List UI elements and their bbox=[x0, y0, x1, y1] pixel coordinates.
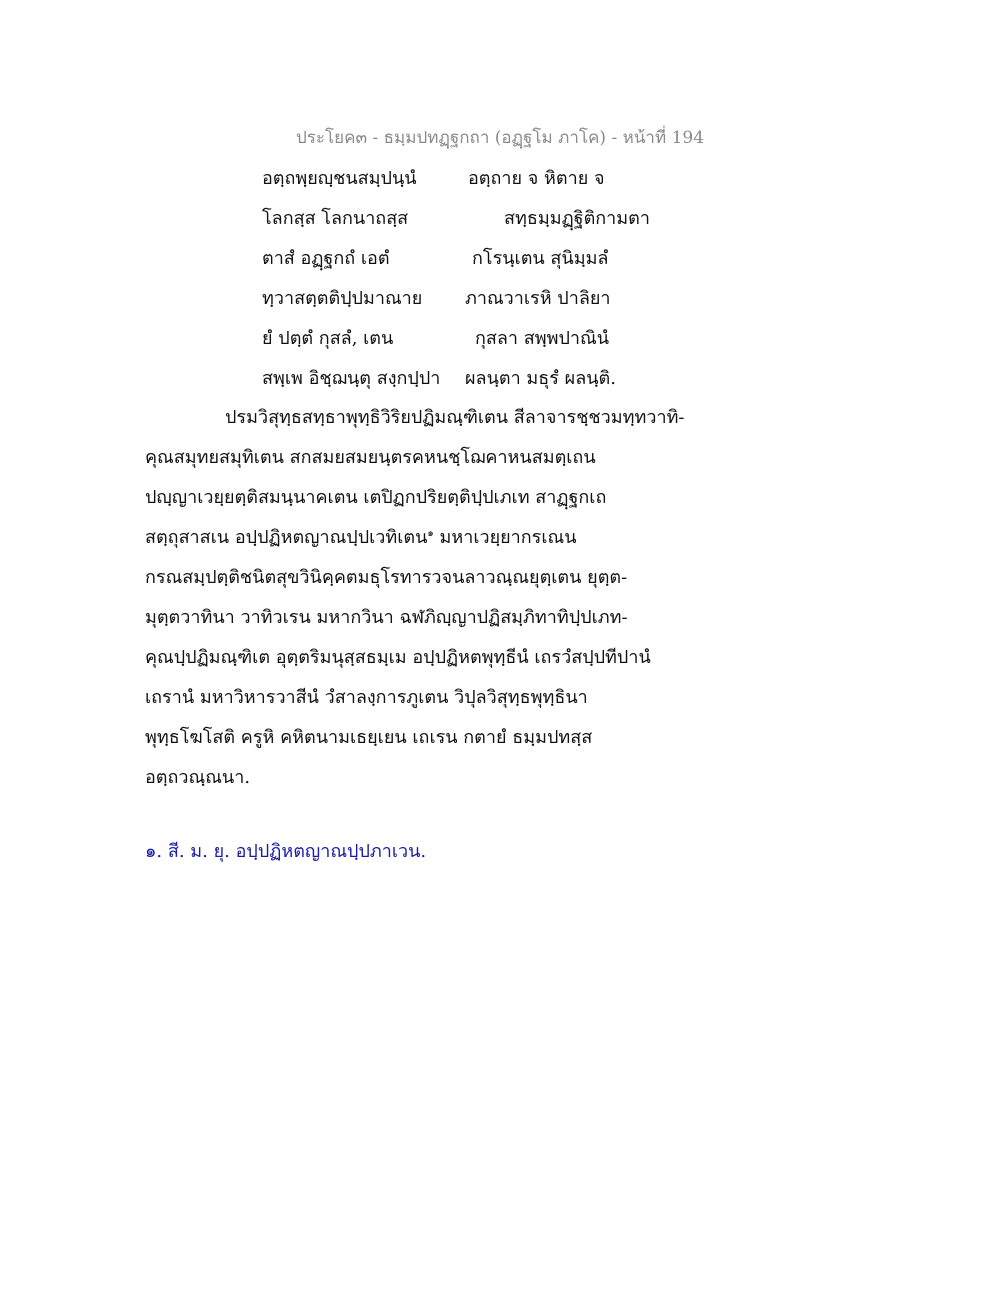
prose-line: มุตฺตวาทินา วาทิวเรน มหากวินา ฉฬภิญฺญาปฏิสมฺภิทาทิปฺปเภท- bbox=[145, 607, 628, 628]
prose-line: เถรานํ มหาวิหารวาสีนํ วํสาลงฺการภูเตน วิปุลวิสุทฺธพุทฺธินา bbox=[145, 687, 588, 708]
verse-second-half: ผลนฺตา มธุรํ ผลนฺติ. bbox=[465, 368, 616, 389]
prose-line: อตฺถวณฺณนา. bbox=[145, 767, 251, 788]
verse-second-half: กุสลา สพฺพปาณินํ bbox=[475, 328, 609, 349]
prose-line: ปญฺญาเวยฺยตฺติสมนฺนาคเตน เตปิฏกปริยตฺติปฺปเภเท สาฏฺฐกเถ bbox=[145, 487, 607, 508]
prose-line: คุณปฺปฏิมณฺฑิเต อุตฺตริมนุสฺสธมฺเม อปฺปฏิหตพุทฺธีนํ เถรวํสปฺปทีปานํ bbox=[145, 647, 651, 668]
prose-line: คุณสมุทยสมุทิเตน สกสมยสมยนฺตรคหนชฺโฌคาหนสมตฺเถน bbox=[145, 447, 596, 468]
prose-line: กรณสมฺปตฺติชนิตสุขวินิคฺคตมธุโรทารวจนลาวณฺณยุตฺเตน ยุตฺต- bbox=[145, 567, 628, 588]
verse-first-half: โลกสฺส โลกนาถสฺส bbox=[262, 208, 409, 229]
prose-line-text: สตฺถุสาสเน อปฺปฏิหตญาณปฺปเวทิเตน bbox=[145, 527, 428, 548]
verse-first-half: ตาสํ อฏฺฐกถํ เอตํ bbox=[262, 248, 390, 269]
prose-line: ปรมวิสุทฺธสทฺธาพุทฺธิวิริยปฏิมณฺฑิเตน สีลาจารชฺชวมทฺทวาทิ- bbox=[225, 407, 685, 428]
page-header: ประโยค๓ - ธมฺมปทฏฺฐกถา (อฏฺฐโม ภาโค) - หน้าที่ 194 bbox=[295, 128, 705, 148]
verse-second-half: กโรนฺเตน สุนิมฺมลํ bbox=[472, 248, 609, 269]
verse-first-half: ทฺวาสตฺตติปฺปมาณาย bbox=[262, 288, 423, 309]
verse-second-half: อตฺถาย จ หิตาย จ bbox=[468, 168, 605, 189]
verse-first-half: สพฺเพ อิชฺฌนฺตุ สงฺกปฺปา bbox=[262, 368, 441, 389]
footnote-ref: ๑ bbox=[427, 528, 434, 539]
verse-first-half: อตฺถพฺยญฺชนสมฺปนฺนํ bbox=[262, 168, 417, 189]
prose-line-tail: มหาเวยฺยากรเณน bbox=[433, 527, 577, 548]
prose-line: พุทฺธโฆโสติ ครูหิ คหิตนามเธยฺเยน เถเรน กตายํ ธมฺมปทสฺส bbox=[145, 727, 593, 748]
verse-second-half: ภาณวาเรหิ ปาลิยา bbox=[465, 288, 611, 309]
footnote: ๑. สี. ม. ยุ. อปฺปฏิหตญาณปฺปภาเวน. bbox=[145, 841, 427, 862]
verse-second-half: สทฺธมฺมฏฺฐิติกามตา bbox=[504, 208, 650, 229]
verse-first-half: ยํ ปตฺตํ กุสลํ, เตน bbox=[262, 328, 394, 349]
prose-line bbox=[145, 522, 577, 551]
